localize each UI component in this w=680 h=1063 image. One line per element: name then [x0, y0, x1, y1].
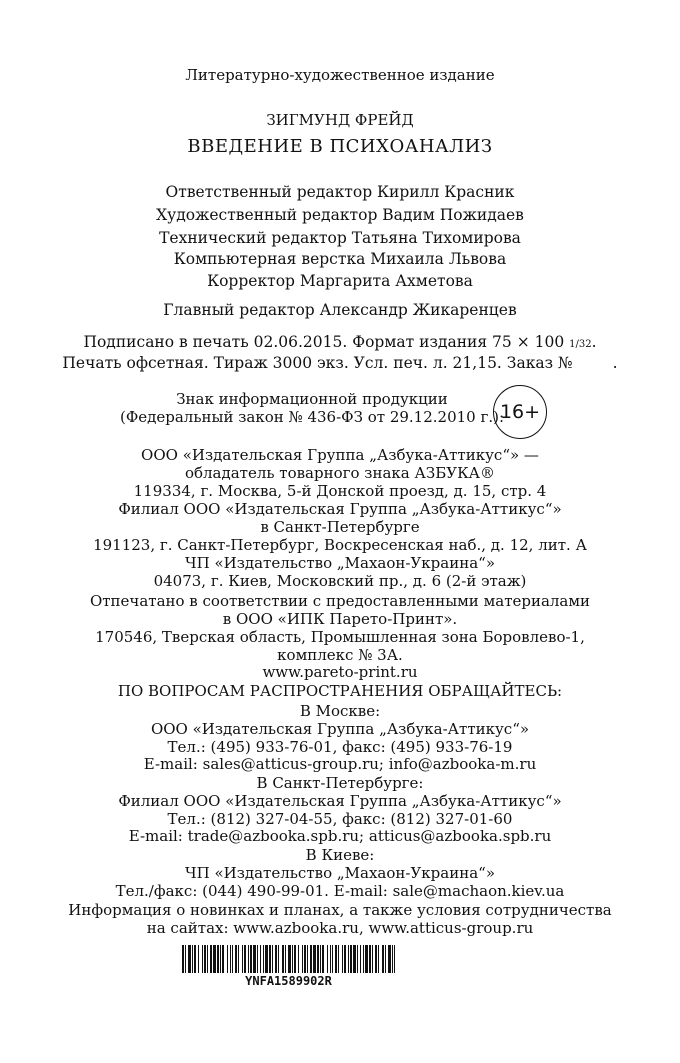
distribution-city: В Киеве:: [305, 846, 375, 864]
info-sign-line-2: (Федеральный закон № 436-ФЗ от 29.12.2010 г.):: [119, 408, 505, 426]
distribution-line: Тел./факс: (044) 490-99-01. E-mail: sale@machaon.kiev.ua: [115, 882, 565, 900]
publisher-line: ООО «Издательская Группа „Азбука-Аттикус“» —: [141, 446, 539, 464]
publisher-line: Филиал ООО «Издательская Группа „Азбука-Аттикус“»: [118, 500, 562, 518]
printer-line: в ООО «ИПК Парето-Принт».: [222, 610, 458, 628]
distribution-line: E-mail: trade@azbooka.spb.ru; atticus@azbooka.spb.ru: [128, 827, 552, 845]
publisher-line: 04073, г. Киев, Московский пр., д. 6 (2-й этаж): [153, 572, 527, 590]
distribution-line: Тел.: (812) 327-04-55, факс: (812) 327-01-60: [167, 810, 513, 828]
book-title: ВВЕДЕНИЕ В ПСИХОАНАЛИЗ: [187, 136, 493, 157]
print-info-end: .: [591, 333, 597, 351]
distribution-line: Филиал ООО «Издательская Группа „Азбука-Аттикус“»: [118, 792, 562, 810]
publisher-line: обладатель товарного знака АЗБУКА®: [184, 464, 496, 482]
barcode-number: YNFA1589902R: [245, 974, 332, 988]
info-sign-line-1: Знак информационной продукции: [176, 390, 448, 408]
age-rating-badge: 16+: [493, 385, 547, 439]
distribution-line: E-mail: sales@atticus-group.ru; info@azbooka-m.ru: [143, 755, 537, 773]
chief-editor: Главный редактор Александр Жикаренцев: [163, 301, 517, 319]
credit-line: Художественный редактор Вадим Пожидаев: [156, 206, 524, 224]
printer-line: 170546, Тверская область, Промышленная зона Боровлево-1,: [95, 628, 585, 646]
distribution-line: Тел.: (495) 933-76-01, факс: (495) 933-76-19: [167, 738, 513, 756]
credit-line: Компьютерная верстка Михаила Львова: [173, 250, 507, 268]
print-info-line-2: [0, 354, 680, 372]
distribution-line: Информация о новинках и планах, а также условия сотрудничества: [68, 901, 612, 919]
printer-line: комплекс № 3А.: [277, 646, 403, 664]
printer-line: Отпечатано в соответствии с предоставленными материалами: [89, 592, 591, 610]
distribution-line: ЧП «Издательство „Махаон-Украина“»: [185, 864, 495, 882]
print-info-text: Подписано в печать 02.06.2015. Формат издания 75 × 100: [83, 333, 570, 351]
publisher-line: ЧП «Издательство „Махаон-Украина“»: [185, 554, 495, 572]
distribution-line: ООО «Издательская Группа „Азбука-Аттикус“»: [150, 720, 530, 738]
credit-line: Технический редактор Татьяна Тихомирова: [159, 229, 521, 247]
credit-line: Корректор Маргарита Ахметова: [207, 272, 473, 290]
distribution-city: В Санкт-Петербурге:: [256, 774, 424, 792]
barcode: [182, 945, 395, 973]
author-name: ЗИГМУНД ФРЕЙД: [266, 111, 414, 129]
format-fraction: 1/32: [569, 339, 592, 350]
distribution-line: на сайтах: www.azbooka.ru, www.atticus-group.ru: [146, 919, 534, 937]
print-info-order: Печать офсетная. Тираж 3000 экз. Усл. печ. л. 21,15. Заказ №: [62, 354, 573, 372]
printer-website: www.pareto-print.ru: [262, 663, 418, 681]
print-info-line-1: [0, 333, 680, 354]
edition-type: Литературно-художественное издание: [185, 66, 495, 84]
publisher-line: в Санкт-Петербурге: [260, 518, 420, 536]
distribution-heading: ПО ВОПРОСАМ РАСПРОСТРАНЕНИЯ ОБРАЩАЙТЕСЬ:: [117, 682, 563, 700]
publisher-line: 191123, г. Санкт-Петербург, Воскресенская наб., д. 12, лит. А: [93, 536, 587, 554]
distribution-city: В Москве:: [299, 702, 381, 720]
credit-line: Ответственный редактор Кирилл Красник: [165, 183, 515, 201]
print-info-order-end: .: [612, 354, 618, 372]
publisher-line: 119334, г. Москва, 5-й Донской проезд, д. 15, стр. 4: [133, 482, 547, 500]
